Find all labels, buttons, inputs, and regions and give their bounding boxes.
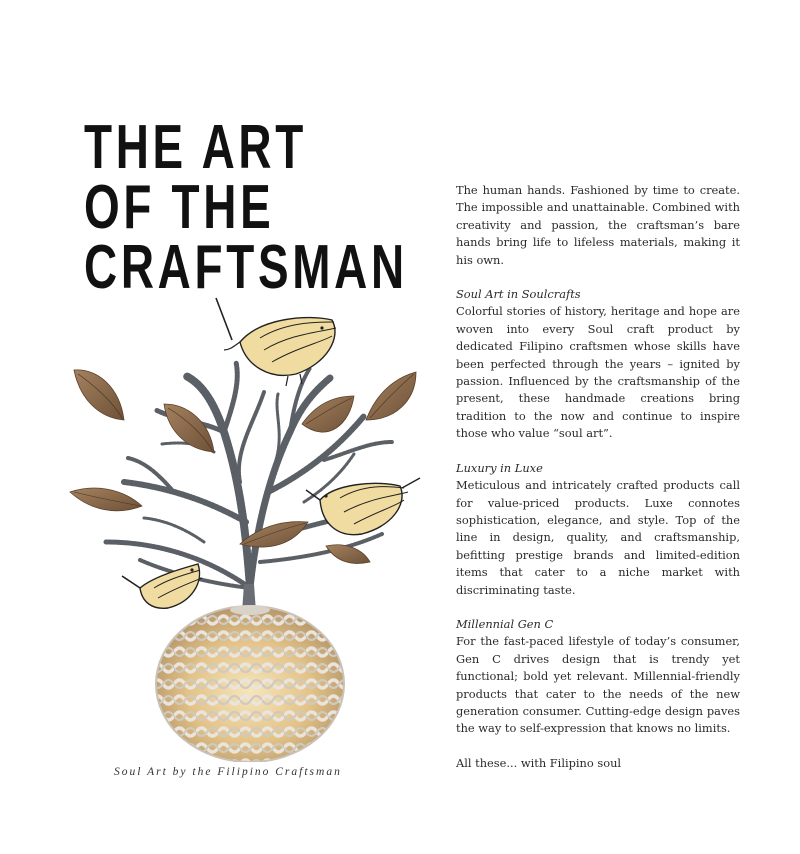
title-line-1: THE ART [84,113,308,182]
body-text [456,182,740,772]
image-caption: Soul Art by the Filipino Craftsman [114,766,342,778]
tree-lamp-illustration [64,292,444,762]
page-title [84,113,408,302]
title-line-3: CRAFTSMAN [84,233,408,302]
section-heading-gen-c: Millennial Gen C [456,616,554,631]
closing-line: All these... with Filipino soul [456,755,622,770]
section-text-luxe: Meticulous and intricately crafted products call for value-priced products. Luxe connotes sophistication, elegance, and style. Top of the line in design, quality, and craftsmanship, befitting prestige brands and limited-edition items that cater to a niche market with discriminating taste. [456,478,740,597]
lamp-shade [156,605,344,762]
section-heading-luxe: Luxury in Luxe [456,460,543,475]
title-line-2: OF THE [84,173,275,242]
section-text-gen-c: For the fast-paced lifestyle of today’s consumer, Gen C drives design that is trendy yet functional; bold yet relevant. Millennial-friendly products that cater to the needs of the new generation consumer. Cutting-edge design paves the way to self-expression that knows no limits. [456,634,740,736]
section-text-soul-art: Colorful stories of history, heritage and hope are woven into every Soul craft product by dedicated Filipino craftsmen whose skills have been perfected through the years – ignited by passion. Influenced by the craftsmanship of the present, these handmade creations bring tradition to the now and continue to inspire those who value “soul art”. [456,304,740,441]
bird-left [122,564,202,608]
section-heading-soul-art: Soul Art in Soulcrafts [456,287,581,302]
bird-top [216,298,336,386]
intro-paragraph: The human hands. Fashioned by time to create. The impossible and unattainable. Combined with creativity and passion, the craftsman’s bare hands bring life to lifeless materials, making it his own. [456,183,740,267]
